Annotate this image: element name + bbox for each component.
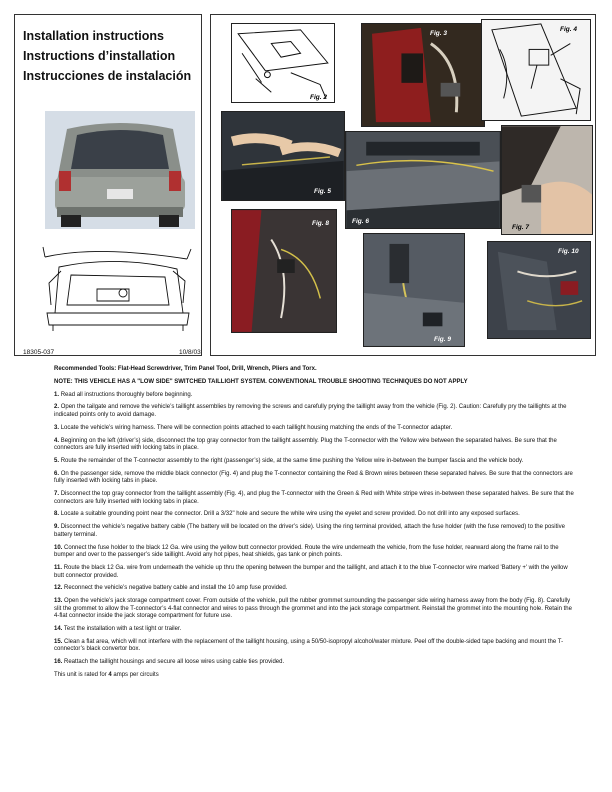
instruction-step: 1. Read all instructions thoroughly before beginning.: [54, 391, 193, 398]
figure-4: [481, 19, 591, 121]
figure-8-label: Fig. 8: [312, 220, 329, 227]
title-spanish: Instrucciones de instalación: [23, 69, 192, 83]
instruction-step: 15. Clean a flat area, which will not interfere with the replacement of the taillight housing, using a 50/50-isopropyl alcohol/water mixture. Peel off the double-sided tape backing and mount the T-connector’s black convertor box.: [54, 638, 564, 653]
recommended-tools: Recommended Tools: Flat-Head Screwdriver, Trim Panel Tool, Drill, Wrench, Pliers and Torx.: [54, 366, 317, 372]
figure-3: [361, 23, 485, 127]
figure-7: [501, 125, 593, 235]
instruction-step: 16. Reattach the taillight housings and secure all loose wires using cable ties provided.: [54, 659, 285, 666]
figure-7-drawing: [502, 126, 592, 234]
document-date: 10/8/03: [179, 349, 201, 356]
figure-2: [231, 23, 335, 103]
figure-8: [231, 209, 337, 333]
instructions-body: [54, 366, 574, 685]
instruction-step: 13. Open the vehicle’s jack storage compartment cover. From outside of the vehicle, pull the rubber grommet surrounding the passenger side wiring harness away from the body (Fig. 8). Carefully slit the grommet to allow the T-connector’s 4-flat connector and wires to pass through the grommet and into the jack storage compartment. Reinstall the grommet into the mounting hole. Retain the 4-flat connector inside the jack storage compartment for future use.: [54, 598, 572, 620]
instruction-step: 2. Open the tailgate and remove the vehicle’s taillight assemblies by removing the screws and carefully prying the taillight away from the vehicle (Fig. 2). Caution: Carefully pry the taillights at the indicated points only to avoid damage.: [54, 404, 567, 418]
figure-6-label: Fig. 6: [352, 218, 369, 225]
note-heading: NOTE: THIS VEHICLE HAS A "LOW SIDE" SWITCHED TAILLIGHT SYSTEM. CONVENTIONAL TROUBLE SHOOTING TECHNIQUES DO NOT APPLY: [54, 378, 468, 385]
instruction-step: 3. Locate the vehicle’s wiring harness. There will be connection points attached to each taillight housing matching the ends of the T-connector adapter.: [54, 424, 453, 431]
figure-5: [221, 111, 345, 201]
instruction-step: 10. Connect the fuse holder to the black 12 Ga. wire using the yellow butt connector provided. Route the wire underneath the vehicle, from the fuse holder, rearward along the frame rail to the bumper and over to the passenger’s side taillight. Avoid any hot pipes, heat shields, gas tank or pinch points.: [54, 544, 559, 559]
figure-5-drawing: [222, 112, 344, 200]
instruction-step: 7. Disconnect the top gray connector from the taillight assembly (Fig. 4), and plug the T-connector with the Green & Red with White stripe wires in-between these separated halves. Be sure that the connectors are fully inserted with locking tabs in place.: [54, 491, 574, 505]
figure-7-label: Fig. 7: [512, 224, 529, 231]
figure-2-drawing: [232, 24, 334, 102]
instruction-step: 11. Route the black 12 Ga. wire from underneath the vehicle up thru the opening between the bumper and the taillight, and attach it to the blue T-connector wire marked 'Battery +' with the yellow butt connector provided.: [54, 564, 568, 579]
figure-2-label: Fig. 2: [310, 94, 327, 101]
figure-6: [345, 131, 501, 229]
instruction-step: 8. Locate a suitable grounding point near the connector. Drill a 3/32" hole and secure the white wire using the eyelet and screw provided. Do not drill into any exposed surfaces.: [54, 511, 520, 518]
figure-8-drawing: [232, 210, 336, 332]
instruction-step: 12. Reconnect the vehicle’s negative battery cable and install the 10 amp fuse provided.: [54, 585, 288, 592]
figure-9-label: Fig. 9: [434, 336, 451, 343]
van-line-drawing: [37, 243, 197, 333]
instruction-step: 4. Beginning on the left (driver’s) side, disconnect the top gray connector from the taillight assembly. Plug the T-connector with the Yellow wire between the separated halves. Be sure that the connectors are fully inserted with locking tabs in place.: [54, 437, 557, 452]
instruction-step: 6. On the passenger side, remove the middle black connector (Fig. 4) and plug the T-connector containing the Red & Brown wires between these separated halves. Be sure that the connectors are fully inserted with locking tabs in place.: [54, 470, 573, 485]
amp-rating: This unit is rated for 4 amps per circuits: [54, 672, 159, 678]
instruction-step: 14. Test the installation with a test light or trailer.: [54, 626, 182, 633]
figure-9: [363, 233, 465, 347]
title-english: Installation instructions: [23, 29, 164, 43]
van-rear-photo: [45, 111, 195, 229]
figure-4-label: Fig. 4: [560, 26, 577, 33]
figure-10-label: Fig. 10: [558, 248, 579, 255]
figure-10-drawing: [488, 242, 590, 338]
instruction-step: 9. Disconnect the vehicle’s negative battery cable (The battery will be located on the driver’s side). Using the ring terminal provided, attach the fuse holder (with the fuse removed) to the positive battery terminal.: [54, 524, 565, 538]
figure-3-drawing: [362, 24, 484, 126]
figure-4-drawing: [482, 20, 590, 120]
part-number: 18305-037: [23, 349, 55, 356]
figures-panel: [210, 14, 596, 356]
figure-9-drawing: [364, 234, 464, 346]
figure-5-label: Fig. 5: [314, 188, 331, 195]
title-french: Instructions d’installation: [23, 49, 176, 63]
figure-3-label: Fig. 3: [430, 30, 447, 37]
cover-panel: [14, 14, 202, 356]
figure-10: [487, 241, 591, 339]
instruction-step: 5. Route the remainder of the T-connector assembly to the right (passenger’s) side, at the same time pushing the Yellow wire in-between the bumper fascia and the vehicle body.: [54, 457, 524, 464]
figure-6-drawing: [346, 132, 500, 228]
